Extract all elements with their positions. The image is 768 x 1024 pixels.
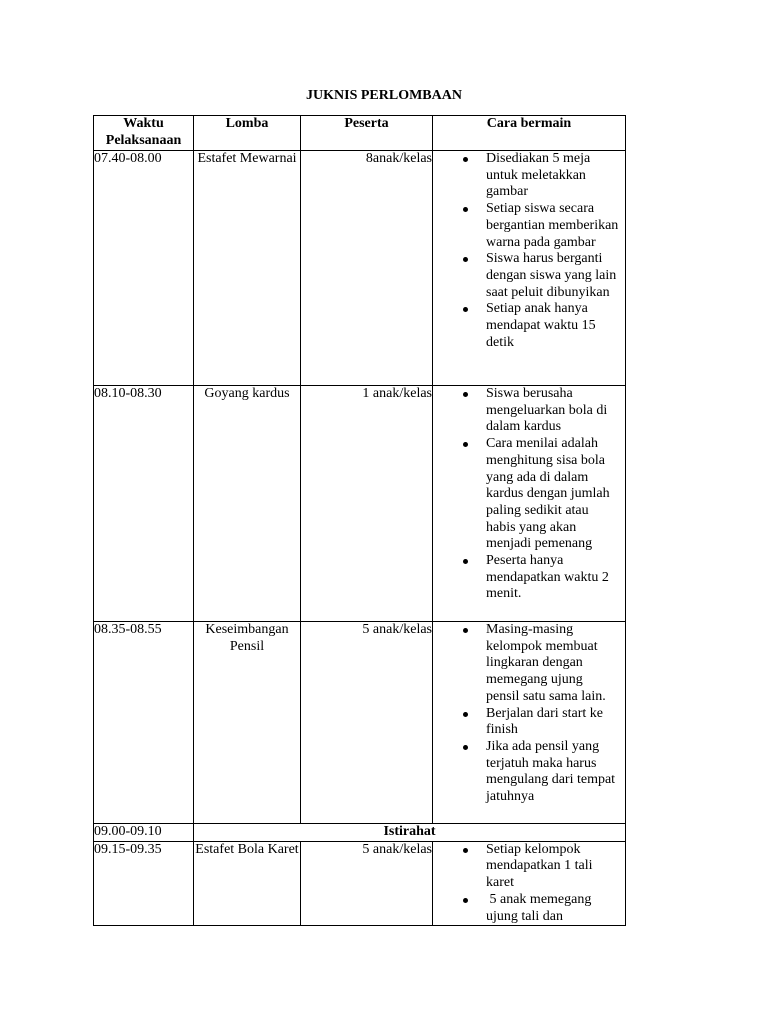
row-time: 09.00-09.10 (94, 824, 194, 842)
rule-item: Setiap anak hanya mendapat waktu 15 detik (433, 301, 625, 351)
rule-item: Masing-masing kelompok membuat lingkaran dengan memegang ujung pensil satu sama lain. (433, 622, 625, 706)
document-title: JUKNIS PERLOMBAAN (306, 88, 462, 103)
header-lomba: Lomba (194, 116, 301, 151)
row-lomba: Estafet Bola Karet (194, 841, 301, 926)
row-time: 08.35-08.55 (94, 622, 194, 824)
rule-item: Disediakan 5 meja untuk meletakkan gambar (433, 151, 625, 201)
rule-item: Cara menilai adalah menghitung sisa bola yang ada di dalam kardus dengan jumlah paling sedikit atau habis yang akan menjadi pemenang (433, 436, 625, 553)
header-peserta: Peserta (301, 116, 433, 151)
rule-item: Setiap siswa secara bergantian memberikan warna pada gambar (433, 201, 625, 251)
row-peserta: 5 anak/kelas (301, 622, 433, 824)
rule-item: Siswa berusaha mengeluarkan bola di dalam kardus (433, 386, 625, 436)
row-rules (433, 841, 626, 926)
break-label: Istirahat (194, 824, 626, 842)
rule-item: 5 anak memegang ujung tali dan (433, 892, 625, 925)
rule-item: Setiap kelompok mendapatkan 1 tali karet (433, 842, 625, 892)
table-row (94, 386, 626, 622)
row-rules (433, 622, 626, 824)
rule-item: Siswa harus berganti dengan siswa yang lain saat peluit dibunyikan (433, 251, 625, 301)
juknis-table (93, 115, 626, 926)
row-time: 09.15-09.35 (94, 841, 194, 926)
row-rules (433, 386, 626, 622)
row-lomba: Keseimbangan Pensil (194, 622, 301, 824)
table-row (94, 151, 626, 386)
header-time: Waktu Pelaksanaan (94, 116, 194, 151)
rule-item: Berjalan dari start ke finish (433, 706, 625, 739)
row-peserta: 1 anak/kelas (301, 386, 433, 622)
row-time: 07.40-08.00 (94, 151, 194, 386)
table-row (94, 841, 626, 926)
header-row (94, 116, 626, 151)
row-lomba: Goyang kardus (194, 386, 301, 622)
row-time: 08.10-08.30 (94, 386, 194, 622)
break-row (94, 824, 626, 842)
table-row (94, 622, 626, 824)
rule-item: Peserta hanya mendapatkan waktu 2 menit. (433, 553, 625, 603)
row-rules (433, 151, 626, 386)
row-peserta: 5 anak/kelas (301, 841, 433, 926)
row-peserta: 8anak/kelas (301, 151, 433, 386)
rule-item: Jika ada pensil yang terjatuh maka harus mengulang dari tempat jatuhnya (433, 739, 625, 806)
row-lomba: Estafet Mewarnai (194, 151, 301, 386)
header-cara: Cara bermain (433, 116, 626, 151)
